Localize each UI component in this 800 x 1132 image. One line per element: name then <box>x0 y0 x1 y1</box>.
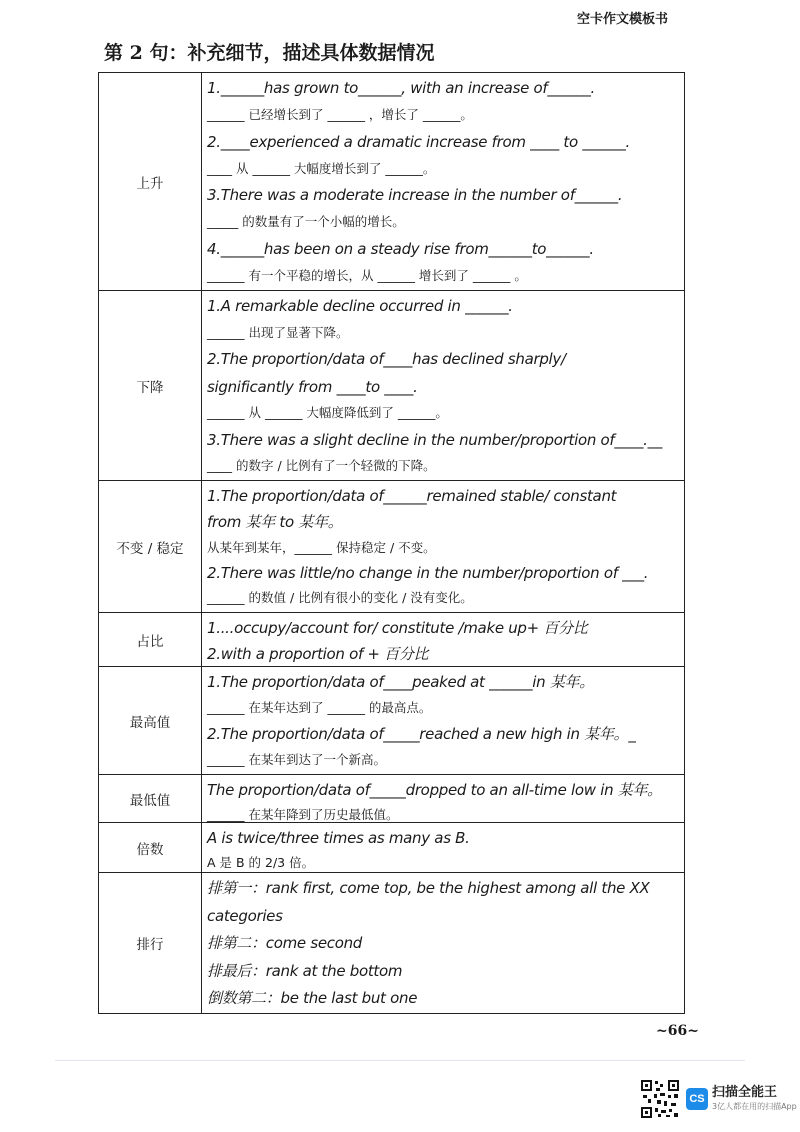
row-content <box>202 775 684 822</box>
english-phrase: 排最后：rank at the bottom <box>207 961 403 980</box>
chinese-translation: ____ 从 ______ 大幅度增长到了 ______。 <box>207 160 436 176</box>
row-content <box>202 291 684 480</box>
page-number: ~66~ <box>656 1023 699 1039</box>
chinese-translation: ______ 在某年达到了 ______ 的最高点。 <box>207 700 432 715</box>
row-label: 最低值 <box>99 775 202 822</box>
english-phrase: 4.______has been on a steady rise from______to______. <box>207 240 594 259</box>
row-content <box>202 873 684 1013</box>
chinese-translation: ______ 的数值 / 比例有很小的变化 / 没有变化。 <box>207 590 473 605</box>
phrase-table <box>98 72 685 1014</box>
english-phrase: A is twice/three times as many as B. <box>207 829 470 847</box>
english-phrase: 2.There was little/no change in the number/proportion of ___. <box>207 563 649 582</box>
chinese-translation: ______ 从 ______ 大幅度降低到了 ______。 <box>207 405 448 420</box>
english-phrase: 2.The proportion/data of____has declined sharply/ <box>207 350 566 368</box>
english-phrase: from 某年 to 某年。 <box>207 513 343 532</box>
english-phrase: 1....occupy/account for/ constitute /make up+ 百分比 <box>207 619 588 637</box>
row-content <box>202 613 684 666</box>
row-label: 倍数 <box>99 823 202 872</box>
table-row <box>99 481 684 613</box>
chinese-translation: ______ 在某年到达了一个新高。 <box>207 752 386 767</box>
english-phrase: 3.There was a moderate increase in the number of______. <box>207 186 623 205</box>
table-row <box>99 775 684 823</box>
table-row <box>99 823 684 873</box>
english-phrase: 2.____experienced a dramatic increase from ____ to ______. <box>207 132 630 151</box>
scanner-watermark <box>640 1079 797 1119</box>
english-phrase: 3.There was a slight decline in the number/proportion of____.__ <box>207 430 663 449</box>
chinese-translation: ____ 的数字 / 比例有了一个轻微的下降。 <box>207 458 436 473</box>
chinese-translation: 从某年到某年，______ 保持稳定 / 不变。 <box>207 539 436 555</box>
brand-name: 扫描全能王 <box>712 1085 778 1100</box>
row-label: 上升 <box>99 73 202 290</box>
row-content <box>202 667 684 774</box>
english-phrase: 1.The proportion/data of______remained stable/ constant <box>207 487 617 505</box>
chinese-translation: _____ 的数量有了一个小幅的增长。 <box>207 214 405 230</box>
chinese-translation: ______ 出现了显著下降。 <box>207 324 349 340</box>
english-phrase: 排第一：rank first, come top, be the highest among all the XX <box>207 879 650 897</box>
row-content <box>202 481 684 612</box>
chinese-translation: ______ 在某年降到了历史最低值。 <box>207 807 399 822</box>
row-label: 最高值 <box>99 667 202 774</box>
section-title: 第 2 句：补充细节，描述具体数据情况 <box>104 42 435 64</box>
chinese-translation: ______ 有一个平稳的增长，从 ______ 增长到了 ______ 。 <box>207 267 527 283</box>
brand-tagline: 3亿人都在用的扫描App <box>712 1102 797 1111</box>
row-label: 不变 / 稳定 <box>99 481 202 612</box>
row-label: 排行 <box>99 873 202 1013</box>
english-phrase: 1.A remarkable decline occurred in ______. <box>207 297 513 315</box>
english-phrase: 1.The proportion/data of____peaked at ______in 某年。 <box>207 673 594 691</box>
row-label: 占比 <box>99 613 202 666</box>
qr-code-icon <box>640 1079 680 1119</box>
table-row <box>99 291 684 481</box>
english-phrase: significantly from ____to ____. <box>207 377 418 396</box>
footer-divider <box>55 1060 745 1061</box>
english-phrase: The proportion/data of_____dropped to an all-time low in 某年。 <box>207 781 662 799</box>
chinese-translation: A 是 B 的 2/3 倍。 <box>207 855 315 870</box>
english-phrase: 倒数第二：be the last but one <box>207 989 418 1007</box>
english-phrase: 2.The proportion/data of_____reached a new high in 某年。_ <box>207 725 636 743</box>
english-phrase: 2.with a proportion of + 百分比 <box>207 645 429 663</box>
table-row <box>99 613 684 667</box>
row-content <box>202 823 684 872</box>
camscanner-logo-icon: CS <box>686 1088 708 1110</box>
book-title: 空卡作文模板书 <box>576 12 668 27</box>
chinese-translation: ______ 已经增长到了 ______ ，增长了 ______。 <box>207 106 473 122</box>
table-row <box>99 873 684 1013</box>
table-row <box>99 73 684 291</box>
english-phrase: 排第二：come second <box>207 934 363 952</box>
row-content <box>202 73 684 290</box>
table-row <box>99 667 684 775</box>
english-phrase: categories <box>207 906 283 925</box>
english-phrase: 1.______has grown to______, with an increase of______. <box>207 79 596 97</box>
row-label: 下降 <box>99 291 202 480</box>
